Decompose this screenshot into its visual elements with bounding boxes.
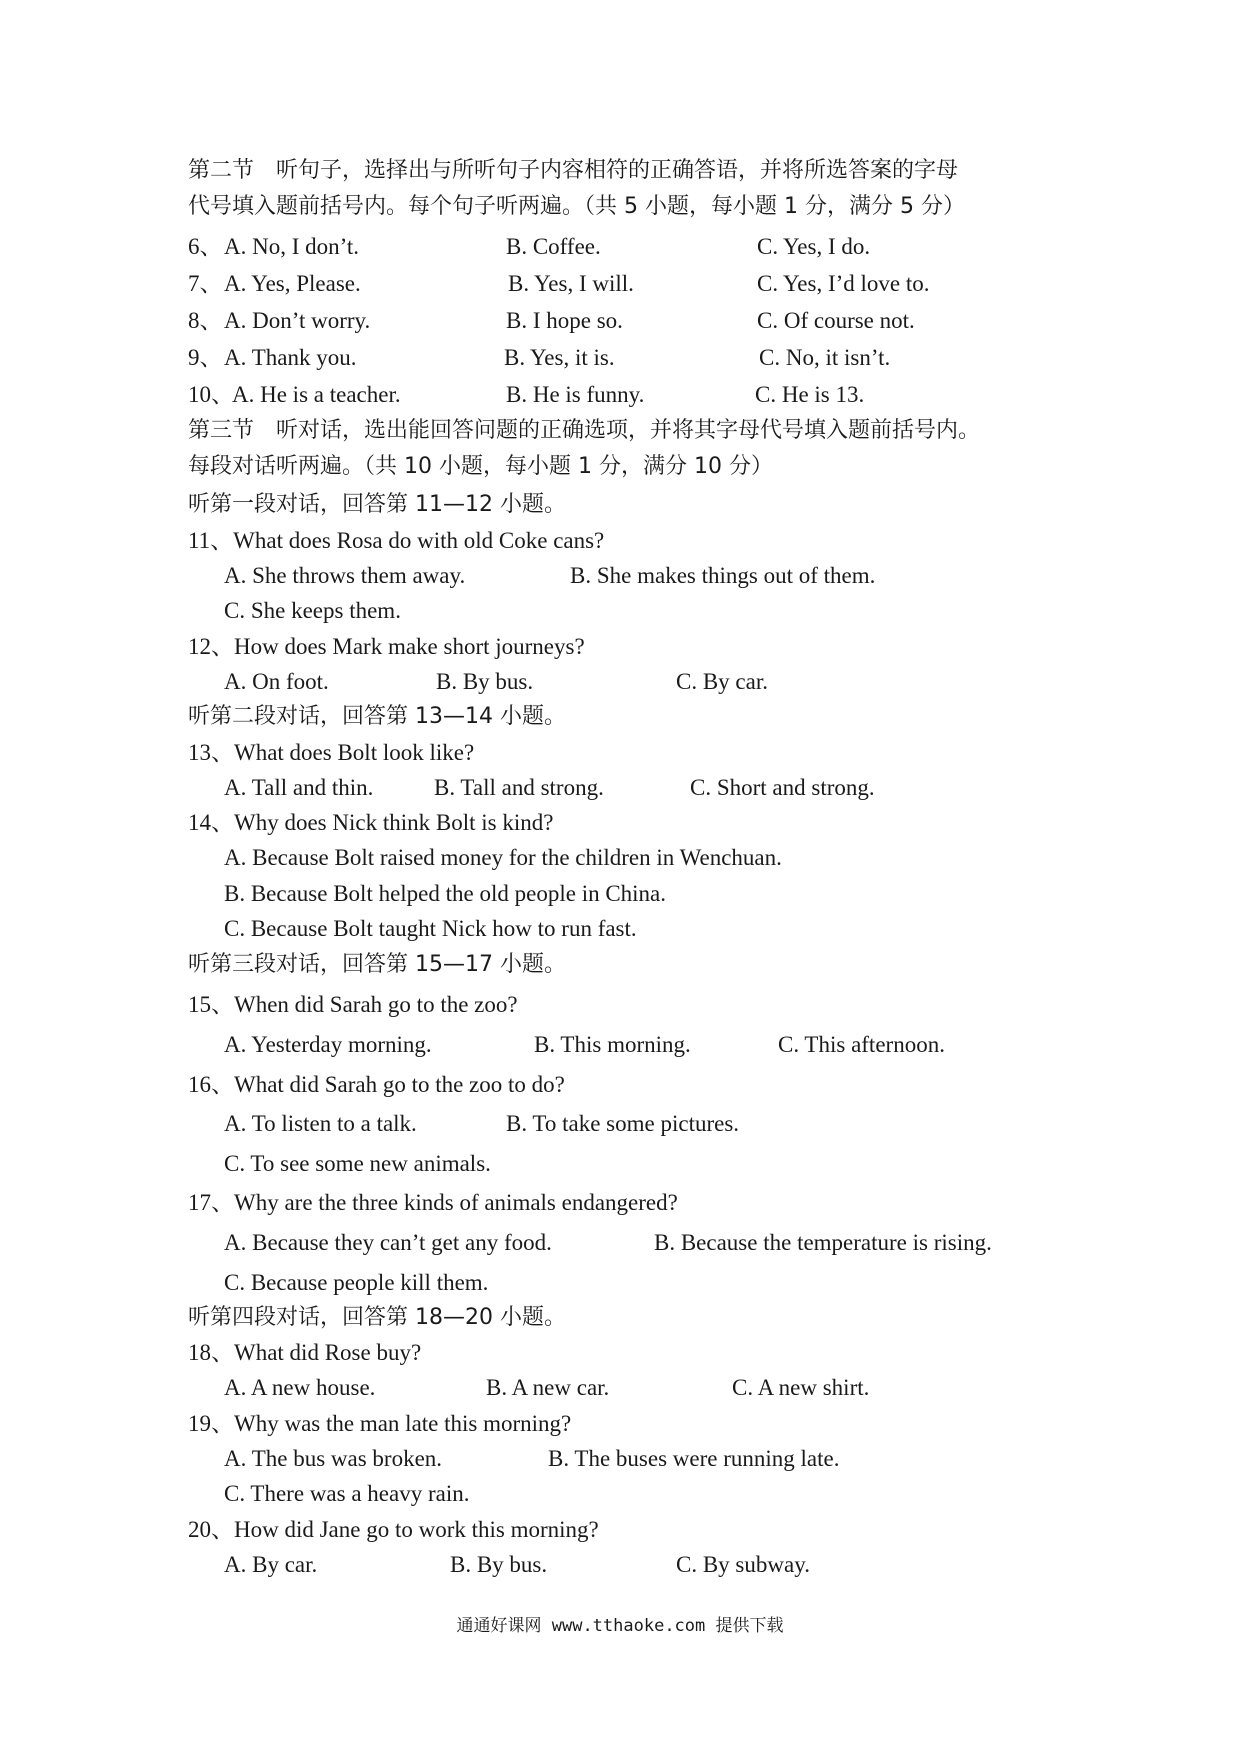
section3-heading-line1: 第三节 听对话，选出能回答问题的正确选项，并将其字母代号填入题前括号内。: [188, 418, 981, 443]
option-a: A. Thank you.: [224, 345, 357, 370]
option-c: C. Because people kill them.: [224, 1270, 489, 1295]
option-b: B. I hope so.: [506, 308, 623, 333]
section2-heading-line1: 第二节 听句子，选择出与所听句子内容相符的正确答语，并将所选答案的字母: [188, 158, 959, 183]
question-text: 15、When did Sarah go to the zoo?: [188, 992, 518, 1017]
option-c: C. By subway.: [676, 1552, 810, 1577]
option-b: B. Coffee.: [506, 234, 601, 259]
option-a: A. She throws them away.: [224, 563, 466, 588]
option-a: A. A new house.: [224, 1375, 376, 1400]
option-a: A. Yesterday morning.: [224, 1032, 432, 1057]
option-b: B. Because Bolt helped the old people in China.: [224, 881, 667, 906]
option-a: A. He is a teacher.: [232, 382, 401, 407]
option-c: C. A new shirt.: [732, 1375, 870, 1400]
option-a: A. Because they can’t get any food.: [224, 1230, 552, 1255]
option-c: C. Short and strong.: [690, 775, 875, 800]
question-number: 9、: [188, 345, 223, 370]
question-text: 20、How did Jane go to work this morning?: [188, 1517, 599, 1542]
option-c: C. Yes, I do.: [757, 234, 871, 259]
page-footer: 通通好课网 www.tthaoke.com 提供下载: [456, 1616, 784, 1636]
option-c: C. He is 13.: [755, 382, 865, 407]
option-a: A. No, I don’t.: [224, 234, 360, 259]
option-b: B. She makes things out of them.: [570, 563, 876, 588]
option-b: B. By bus.: [450, 1552, 548, 1577]
option-b: B. This morning.: [534, 1032, 691, 1057]
dialogue-intro: 听第一段对话，回答第 11—12 小题。: [188, 492, 566, 517]
question-text: 11、What does Rosa do with old Coke cans?: [188, 528, 605, 553]
option-c: C. Because Bolt taught Nick how to run fast.: [224, 916, 637, 941]
question-text: 17、Why are the three kinds of animals endangered?: [188, 1190, 678, 1215]
option-b: B. He is funny.: [506, 382, 645, 407]
question-text: 13、What does Bolt look like?: [188, 740, 475, 765]
question-text: 14、Why does Nick think Bolt is kind?: [188, 810, 554, 835]
option-b: B. Yes, it is.: [504, 345, 615, 370]
option-c: C. Yes, I’d love to.: [757, 271, 930, 296]
dialogue-intro: 听第四段对话，回答第 18—20 小题。: [188, 1305, 566, 1330]
option-c: C. No, it isn’t.: [759, 345, 891, 370]
question-text: 19、Why was the man late this morning?: [188, 1411, 572, 1436]
option-c: C. Of course not.: [757, 308, 915, 333]
option-b: B. Tall and strong.: [434, 775, 604, 800]
option-c: C. By car.: [676, 669, 768, 694]
option-b: B. Yes, I will.: [508, 271, 634, 296]
option-b: B. By bus.: [436, 669, 534, 694]
question-number: 10、: [188, 382, 234, 407]
option-c: C. She keeps them.: [224, 598, 401, 623]
option-c: C. There was a heavy rain.: [224, 1481, 470, 1506]
question-number: 7、: [188, 271, 223, 296]
question-number: 6、: [188, 234, 223, 259]
option-c: C. This afternoon.: [778, 1032, 945, 1057]
section2-heading-line2: 代号填入题前括号内。每个句子听两遍。（共 5 小题，每小题 1 分，满分 5 分）: [188, 194, 965, 219]
option-a: A. By car.: [224, 1552, 318, 1577]
option-b: B. Because the temperature is rising.: [654, 1230, 992, 1255]
option-c: C. To see some new animals.: [224, 1151, 491, 1176]
question-text: 12、How does Mark make short journeys?: [188, 634, 585, 659]
option-b: B. A new car.: [486, 1375, 610, 1400]
dialogue-intro: 听第三段对话，回答第 15—17 小题。: [188, 952, 566, 977]
option-a: A. Don’t worry.: [224, 308, 371, 333]
option-b: B. To take some pictures.: [506, 1111, 740, 1136]
section3-heading-line2: 每段对话听两遍。（共 10 小题，每小题 1 分，满分 10 分）: [188, 454, 773, 479]
option-a: A. Yes, Please.: [224, 271, 361, 296]
question-text: 18、What did Rose buy?: [188, 1340, 422, 1365]
option-b: B. The buses were running late.: [548, 1446, 840, 1471]
option-a: A. On foot.: [224, 669, 329, 694]
question-text: 16、What did Sarah go to the zoo to do?: [188, 1072, 565, 1097]
option-a: A. Because Bolt raised money for the children in Wenchuan.: [224, 845, 782, 870]
option-a: A. The bus was broken.: [224, 1446, 443, 1471]
option-a: A. To listen to a talk.: [224, 1111, 417, 1136]
dialogue-intro: 听第二段对话，回答第 13—14 小题。: [188, 704, 566, 729]
question-number: 8、: [188, 308, 223, 333]
option-a: A. Tall and thin.: [224, 775, 374, 800]
